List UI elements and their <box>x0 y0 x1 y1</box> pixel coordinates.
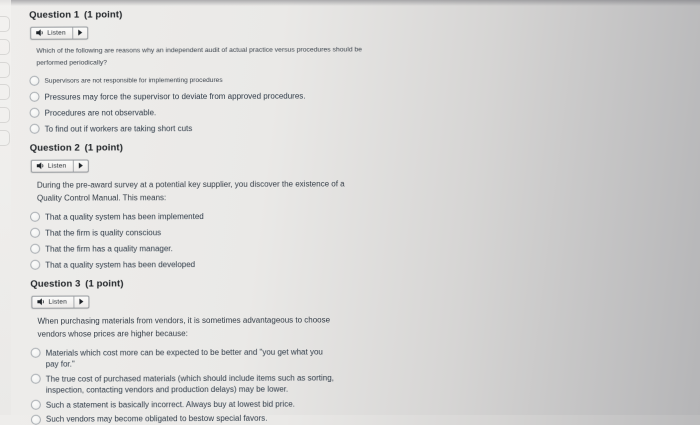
question-block-2 <box>30 141 421 271</box>
question-3-options <box>31 346 421 425</box>
option-label: Procedures are not observable. <box>44 107 157 118</box>
option-label: Such vendors may become obligated to bestow special favors. <box>45 413 268 424</box>
radio-button[interactable] <box>30 124 40 134</box>
radio-button[interactable] <box>31 348 41 358</box>
option-label: The true cost of purchased materials (which should include items such as sorting, inspection, contacting vendors and production delays) may be lower. <box>45 372 334 395</box>
speaker-icon <box>36 29 44 37</box>
listen-main-segment[interactable] <box>31 27 72 38</box>
question-block-1 <box>29 8 420 135</box>
radio-button[interactable] <box>30 260 40 270</box>
listen-button[interactable] <box>31 295 89 308</box>
option-label: Materials which cost more can be expected to be better and "you get what you pay for." <box>45 347 323 369</box>
radio-button[interactable] <box>29 76 39 86</box>
question-1-header <box>29 8 419 21</box>
listen-main-segment[interactable] <box>32 160 73 171</box>
answer-option[interactable] <box>30 106 420 119</box>
play-icon <box>78 163 82 169</box>
radio-button[interactable] <box>31 374 41 384</box>
option-label: That a quality system has been developed <box>45 259 196 270</box>
answer-option[interactable] <box>31 346 421 371</box>
play-icon <box>78 30 82 36</box>
question-3-points: (1 point) <box>85 278 124 290</box>
answer-option[interactable] <box>31 412 421 425</box>
radio-button[interactable] <box>29 92 39 102</box>
question-3-header <box>30 277 420 290</box>
question-3-text: When purchasing materials from vendors, it is sometimes advantageous to choose vendors whose prices are higher because: <box>37 314 331 339</box>
radio-button[interactable] <box>31 414 41 424</box>
question-1-text: Which of the following are reasons why an independent audit of actual practice versus procedures should be performed periodically? <box>36 45 363 67</box>
answer-option[interactable] <box>30 258 420 271</box>
option-label: That the firm has a quality manager. <box>45 243 173 254</box>
listen-play-segment[interactable] <box>73 296 88 307</box>
option-label: That a quality system has been implemented <box>45 211 204 222</box>
option-label: Such a statement is basically incorrect. Always buy at lowest bid price. <box>45 399 295 410</box>
question-3-number: Question 3 <box>30 278 81 290</box>
answer-option[interactable] <box>30 242 420 255</box>
listen-play-segment[interactable] <box>72 160 87 171</box>
question-2-number: Question 2 <box>29 142 80 154</box>
question-block-3 <box>30 277 421 425</box>
answer-option[interactable] <box>29 90 419 103</box>
question-2-header <box>30 141 420 154</box>
listen-button[interactable] <box>30 26 88 39</box>
question-1-options <box>29 74 419 135</box>
listen-label: Listen <box>48 298 67 306</box>
question-2-options <box>30 210 420 271</box>
option-label: That the firm is quality conscious <box>45 227 162 238</box>
answer-option[interactable] <box>31 372 421 397</box>
option-label: To find out if workers are taking short cuts <box>44 123 193 134</box>
option-label: Supervisors are not responsible for implementing procedures <box>44 76 223 85</box>
radio-button[interactable] <box>30 108 40 118</box>
answer-option[interactable] <box>30 226 420 239</box>
question-1-number: Question 1 <box>29 9 80 21</box>
answer-option[interactable] <box>31 398 421 411</box>
play-icon <box>79 299 83 305</box>
speaker-icon <box>37 162 45 170</box>
listen-label: Listen <box>47 29 66 37</box>
radio-button[interactable] <box>30 228 40 238</box>
radio-button[interactable] <box>30 244 40 254</box>
answer-option[interactable] <box>29 74 419 87</box>
listen-button[interactable] <box>31 159 89 172</box>
radio-button[interactable] <box>30 212 40 222</box>
answer-option[interactable] <box>30 210 420 223</box>
question-2-points: (1 point) <box>84 142 123 154</box>
radio-button[interactable] <box>31 400 41 410</box>
listen-main-segment[interactable] <box>32 296 73 307</box>
answer-option[interactable] <box>30 122 420 135</box>
option-label: Pressures may force the supervisor to deviate from approved procedures. <box>44 91 306 102</box>
question-2-text: During the pre-award survey at a potential key supplier, you discover the existence of a Quality Control Manual. This means: <box>36 178 345 203</box>
speaker-icon <box>37 298 45 306</box>
question-1-points: (1 point) <box>83 9 123 21</box>
listen-label: Listen <box>47 162 67 170</box>
listen-play-segment[interactable] <box>72 27 87 38</box>
